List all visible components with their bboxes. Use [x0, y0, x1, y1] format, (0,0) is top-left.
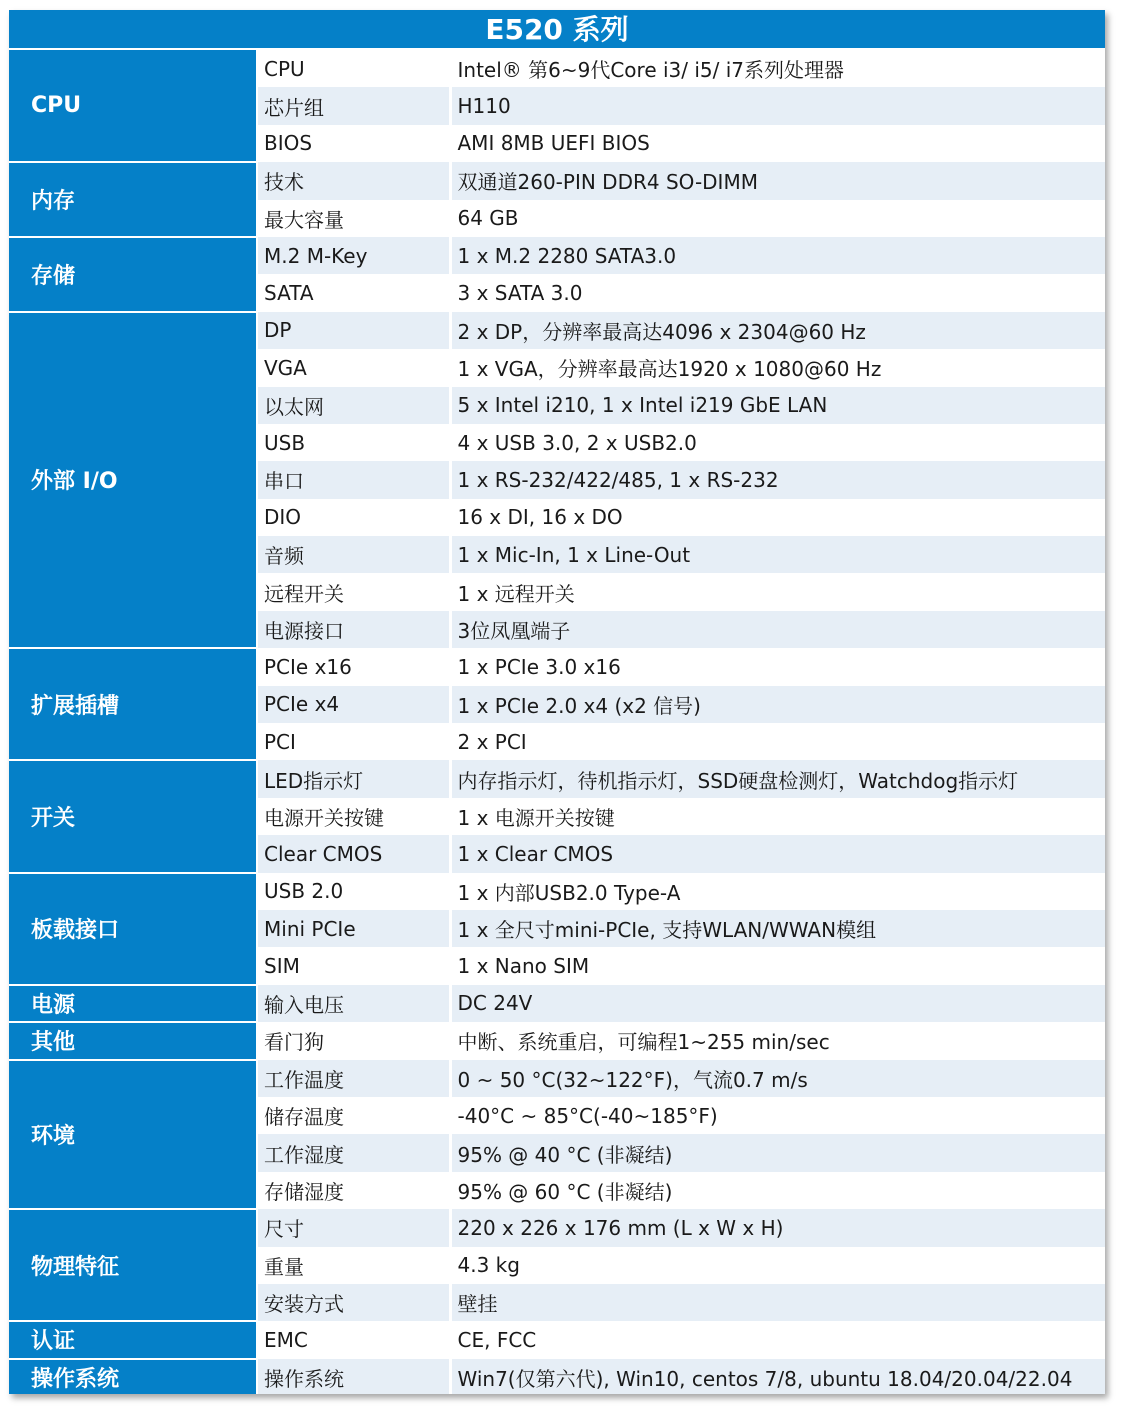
spec-value: 1 x VGA，分辨率最高达1920 x 1080@60 Hz [450, 349, 1105, 386]
spec-key: 看门狗 [257, 1022, 450, 1059]
category-label: 外部 I/O [9, 312, 257, 649]
spec-key: 音频 [257, 536, 450, 573]
spec-key: 电源开关按键 [257, 798, 450, 835]
spec-title: E520 系列 [9, 10, 1105, 50]
spec-key: PCIe x16 [257, 648, 450, 685]
spec-key: 工作湿度 [257, 1134, 450, 1171]
spec-value: 95% @ 60 °C (非凝结) [450, 1172, 1105, 1209]
spec-value: 16 x DI, 16 x DO [450, 499, 1105, 536]
category-label: 存储 [9, 237, 257, 312]
spec-key: 最大容量 [257, 200, 450, 237]
spec-value: 中断、系统重启，可编程1~255 min/sec [450, 1022, 1105, 1059]
spec-key: 尺寸 [257, 1209, 450, 1246]
spec-table [9, 50, 1105, 1394]
spec-key: 远程开关 [257, 573, 450, 610]
category-label: CPU [9, 50, 257, 162]
spec-value: 5 x Intel i210, 1 x Intel i219 GbE LAN [450, 387, 1105, 424]
spec-value: 64 GB [450, 200, 1105, 237]
spec-value: CE, FCC [450, 1321, 1105, 1358]
category-label: 板载接口 [9, 873, 257, 985]
spec-key: SATA [257, 274, 450, 311]
spec-key: CPU [257, 50, 450, 87]
spec-value: 1 x Clear CMOS [450, 835, 1105, 872]
spec-row [9, 760, 1105, 797]
spec-value: AMI 8MB UEFI BIOS [450, 125, 1105, 162]
category-label: 操作系统 [9, 1359, 257, 1394]
spec-row [9, 1209, 1105, 1246]
spec-key: 工作温度 [257, 1060, 450, 1097]
spec-key: DP [257, 312, 450, 349]
spec-value: 95% @ 40 °C (非凝结) [450, 1134, 1105, 1171]
spec-key: 输入电压 [257, 985, 450, 1022]
spec-row [9, 162, 1105, 199]
spec-key: SIM [257, 947, 450, 984]
spec-row [9, 1022, 1105, 1059]
spec-sheet [9, 10, 1105, 1394]
spec-key: 串口 [257, 461, 450, 498]
spec-key: Clear CMOS [257, 835, 450, 872]
spec-value: 4.3 kg [450, 1247, 1105, 1284]
category-label: 内存 [9, 162, 257, 237]
spec-value: 3 x SATA 3.0 [450, 274, 1105, 311]
spec-value: 2 x DP，分辨率最高达4096 x 2304@60 Hz [450, 312, 1105, 349]
spec-value: 内存指示灯，待机指示灯，SSD硬盘检测灯，Watchdog指示灯 [450, 760, 1105, 797]
spec-value: 1 x 内部USB2.0 Type-A [450, 873, 1105, 910]
spec-value: 双通道260-PIN DDR4 SO-DIMM [450, 162, 1105, 199]
spec-row [9, 50, 1105, 87]
spec-key: Mini PCIe [257, 910, 450, 947]
category-label: 物理特征 [9, 1209, 257, 1321]
spec-key: BIOS [257, 125, 450, 162]
spec-value: 壁挂 [450, 1284, 1105, 1321]
spec-key: LED指示灯 [257, 760, 450, 797]
spec-value: 2 x PCI [450, 723, 1105, 760]
spec-value: 1 x 全尺寸mini-PCIe, 支持WLAN/WWAN模组 [450, 910, 1105, 947]
spec-value: 1 x 远程开关 [450, 573, 1105, 610]
spec-value: Win7(仅第六代), Win10, centos 7/8, ubuntu 18.04/20.04/22.04 [450, 1359, 1105, 1394]
spec-value: 1 x M.2 2280 SATA3.0 [450, 237, 1105, 274]
spec-key: EMC [257, 1321, 450, 1358]
category-label: 扩展插槽 [9, 648, 257, 760]
spec-key: 存储湿度 [257, 1172, 450, 1209]
spec-value: 1 x RS-232/422/485, 1 x RS-232 [450, 461, 1105, 498]
spec-key: 芯片组 [257, 87, 450, 124]
spec-value: 3位凤凰端子 [450, 611, 1105, 648]
spec-value: Intel® 第6~9代Core i3/ i5/ i7系列处理器 [450, 50, 1105, 87]
spec-key: 操作系统 [257, 1359, 450, 1394]
spec-key: 重量 [257, 1247, 450, 1284]
spec-key: 以太网 [257, 387, 450, 424]
spec-key: DIO [257, 499, 450, 536]
spec-key: PCIe x4 [257, 686, 450, 723]
spec-key: VGA [257, 349, 450, 386]
spec-row [9, 312, 1105, 349]
category-label: 认证 [9, 1321, 257, 1358]
spec-row [9, 648, 1105, 685]
spec-key: 安装方式 [257, 1284, 450, 1321]
category-label: 电源 [9, 985, 257, 1022]
spec-key: USB 2.0 [257, 873, 450, 910]
spec-value: 4 x USB 3.0, 2 x USB2.0 [450, 424, 1105, 461]
spec-row [9, 1321, 1105, 1358]
spec-key: 技术 [257, 162, 450, 199]
category-label: 开关 [9, 760, 257, 872]
spec-value: DC 24V [450, 985, 1105, 1022]
spec-value: -40°C ~ 85°C(-40~185°F) [450, 1097, 1105, 1134]
spec-value: 1 x PCIe 2.0 x4 (x2 信号) [450, 686, 1105, 723]
spec-value: 220 x 226 x 176 mm (L x W x H) [450, 1209, 1105, 1246]
spec-row [9, 1359, 1105, 1394]
spec-value: 1 x Nano SIM [450, 947, 1105, 984]
category-label: 环境 [9, 1060, 257, 1210]
spec-value: 1 x PCIe 3.0 x16 [450, 648, 1105, 685]
spec-key: 电源接口 [257, 611, 450, 648]
spec-row [9, 237, 1105, 274]
spec-key: 储存温度 [257, 1097, 450, 1134]
spec-row [9, 985, 1105, 1022]
spec-key: USB [257, 424, 450, 461]
spec-value: 1 x Mic-In, 1 x Line-Out [450, 536, 1105, 573]
spec-key: PCI [257, 723, 450, 760]
spec-row [9, 1060, 1105, 1097]
spec-value: H110 [450, 87, 1105, 124]
spec-row [9, 873, 1105, 910]
spec-table-body [9, 50, 1105, 1394]
spec-key: M.2 M-Key [257, 237, 450, 274]
spec-value: 0 ~ 50 °C(32~122°F)，气流0.7 m/s [450, 1060, 1105, 1097]
category-label: 其他 [9, 1022, 257, 1059]
spec-value: 1 x 电源开关按键 [450, 798, 1105, 835]
